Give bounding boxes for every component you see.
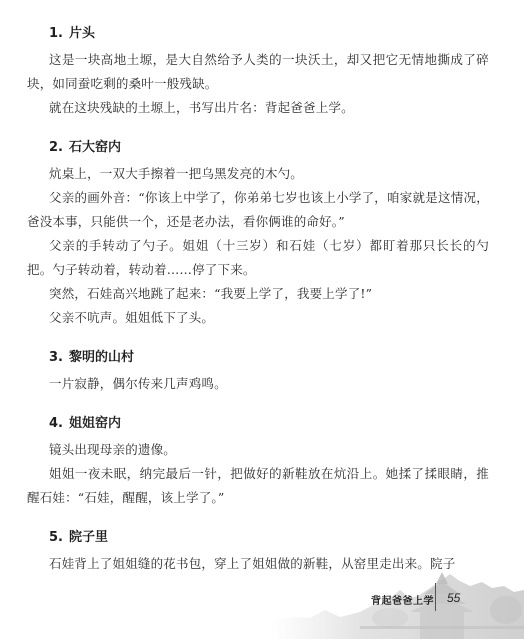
footer-divider — [435, 583, 436, 611]
paragraph: 就在这块残缺的土塬上，书写出片名：背起爸爸上学。 — [49, 100, 354, 115]
section-number: 3. — [49, 350, 63, 365]
section-1 — [27, 24, 489, 120]
section-title: 片头 — [68, 26, 95, 41]
paragraph: 姐姐一夜未眠，纳完最后一针，把做好的新鞋放在炕沿上。她揉了揉眼睛，推醒石娃：“石娃，醒醒，该上学了。” — [27, 466, 489, 505]
section-heading — [49, 528, 489, 548]
section-heading — [49, 24, 489, 44]
section-heading — [49, 138, 489, 158]
paragraph: 父亲的手转动了勺子。姐姐（十三岁）和石娃（七岁）都盯着那只长长的勺把。勺子转动着，转动着……停了下来。 — [27, 238, 489, 277]
running-footer-title: 背起爸爸上学 — [371, 596, 434, 607]
paragraph: 炕桌上，一双大手擦着一把乌黑发亮的木勺。 — [49, 166, 304, 181]
paragraph: 石娃背上了姐姐缝的花书包，穿上了姐姐做的新鞋，从窑里走出来。院子 — [49, 556, 456, 571]
section-title: 石大窑内 — [68, 140, 121, 155]
section-3 — [27, 348, 489, 396]
paragraph: 父亲不吭声。姐姐低下了头。 — [49, 310, 215, 325]
section-title: 黎明的山村 — [68, 350, 134, 365]
section-title: 院子里 — [68, 530, 108, 545]
section-number: 1. — [49, 26, 63, 41]
paragraph: 一片寂静，偶尔传来几声鸡鸣。 — [49, 376, 227, 391]
section-number: 5. — [49, 530, 63, 545]
section-spacer — [27, 330, 489, 348]
section-heading — [49, 414, 489, 434]
section-2 — [27, 138, 489, 330]
paragraph: 父亲的画外音：“你该上中学了，你弟弟七岁也该上小学了，咱家就是这情况，爸没本事，只能供一个，还是老办法，看你俩谁的命好。” — [27, 190, 489, 229]
section-number: 2. — [49, 140, 63, 155]
paragraph: 镜头出现母亲的遗像。 — [49, 442, 177, 457]
section-spacer — [27, 120, 489, 138]
page-number: 55 — [447, 591, 461, 605]
section-4 — [27, 414, 489, 510]
paragraph: 突然，石娃高兴地跳了起来：“我要上学了，我要上学了!” — [49, 286, 373, 301]
section-spacer — [27, 510, 489, 528]
section-number: 4. — [49, 416, 63, 431]
section-heading — [49, 348, 489, 368]
page-content — [27, 24, 489, 576]
paragraph: 这是一块高地土塬，是大自然给予人类的一块沃土，却又把它无情地撕成了碎块，如同蚕吃剩的桑叶一般残缺。 — [27, 52, 489, 91]
section-title: 姐姐窑内 — [68, 416, 121, 431]
section-spacer — [27, 396, 489, 414]
